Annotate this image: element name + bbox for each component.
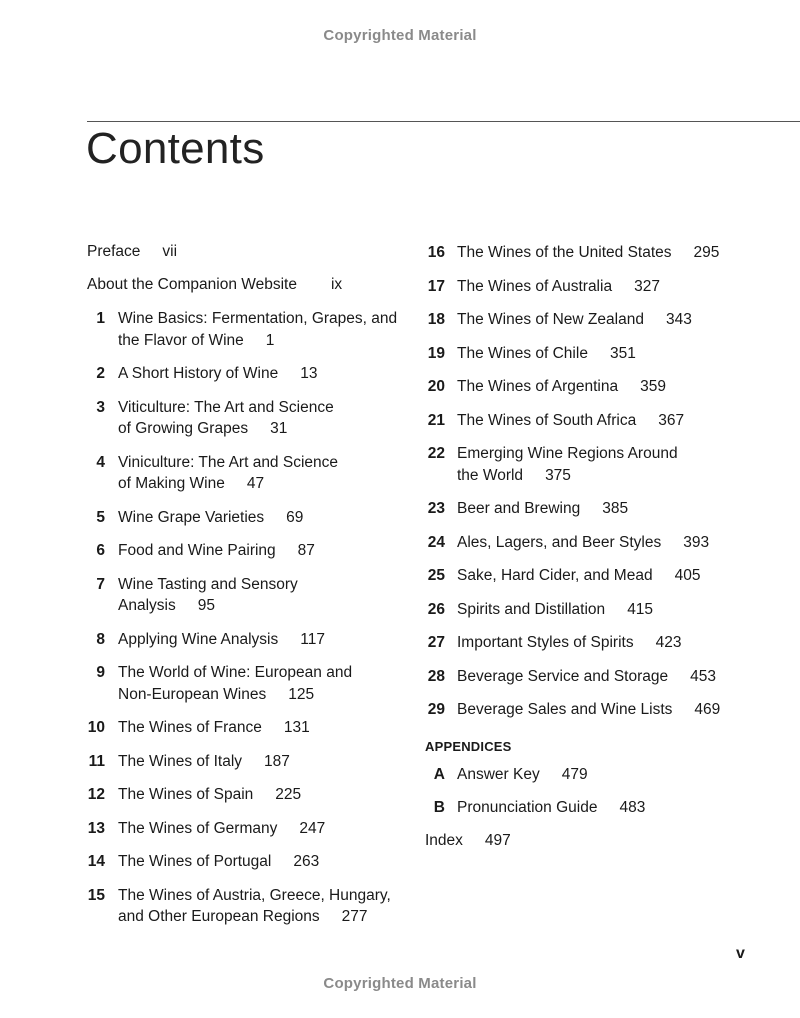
chapter-number: 11 bbox=[88, 752, 105, 770]
chapter-page: 367 bbox=[658, 411, 685, 429]
toc-chapter-entry[interactable] bbox=[425, 599, 800, 621]
chapter-number: B bbox=[433, 799, 445, 816]
chapter-title-line: Important Styles of Spirits bbox=[457, 634, 634, 651]
chapter-title-line: The Wines of the United States bbox=[457, 244, 672, 261]
chapter-title-line: of Growing Grapes bbox=[118, 420, 249, 437]
chapter-title-line: and Other European Regions bbox=[118, 908, 320, 925]
toc-chapter-entry[interactable] bbox=[87, 751, 407, 773]
chapter-title-line: The World of Wine: European and bbox=[118, 664, 353, 681]
chapter-title bbox=[118, 885, 407, 928]
toc-chapter-entry[interactable] bbox=[87, 851, 407, 873]
chapter-title-line: The Wines of Germany bbox=[118, 819, 278, 837]
toc-chapter-entry[interactable] bbox=[87, 363, 407, 385]
chapter-title-line: The Wines of France bbox=[118, 719, 262, 736]
toc-chapter-entry[interactable] bbox=[87, 885, 407, 928]
toc-chapter-entry[interactable] bbox=[87, 308, 407, 351]
chapter-number: A bbox=[433, 765, 445, 783]
chapter-title-line: The Wines of South Africa bbox=[457, 411, 637, 429]
chapter-page: 247 bbox=[299, 819, 326, 837]
chapter-list-left bbox=[87, 308, 407, 928]
toc-chapter-entry[interactable] bbox=[425, 242, 800, 264]
copyright-watermark-bottom: Copyrighted Material bbox=[323, 975, 477, 992]
chapter-title bbox=[457, 565, 800, 587]
chapter-title bbox=[118, 717, 407, 739]
toc-page: 497 bbox=[484, 831, 511, 849]
toc-chapter-entry[interactable] bbox=[425, 276, 800, 298]
chapter-title bbox=[118, 851, 407, 873]
chapter-page: 69 bbox=[286, 508, 304, 526]
chapter-title bbox=[457, 410, 800, 432]
toc-label: Index bbox=[425, 831, 463, 849]
chapter-title bbox=[118, 629, 407, 651]
chapter-title bbox=[457, 443, 800, 486]
toc-chapter-entry[interactable] bbox=[87, 574, 407, 617]
page-number: v bbox=[736, 945, 745, 962]
chapter-page: 453 bbox=[690, 667, 716, 685]
chapter-page: 415 bbox=[627, 600, 654, 618]
chapter-number: 16 bbox=[427, 244, 445, 261]
toc-page: vii bbox=[162, 243, 178, 260]
chapter-number: 23 bbox=[427, 500, 445, 517]
chapter-number: 13 bbox=[87, 819, 105, 837]
chapter-title-line: Beverage Service and Storage bbox=[457, 667, 669, 685]
toc-chapter-entry[interactable] bbox=[87, 397, 407, 440]
toc-chapter-entry[interactable] bbox=[87, 784, 407, 806]
chapter-title bbox=[457, 764, 800, 786]
chapter-title-line: The Wines of Chile bbox=[457, 344, 588, 362]
toc-chapter-entry[interactable] bbox=[425, 632, 800, 654]
toc-chapter-entry[interactable] bbox=[87, 507, 407, 529]
chapter-title-line: The Wines of Portugal bbox=[118, 853, 272, 870]
chapter-title-line: Beverage Sales and Wine Lists bbox=[457, 701, 673, 718]
chapter-number: 7 bbox=[96, 575, 105, 593]
chapter-page: 277 bbox=[341, 908, 368, 925]
toc-chapter-entry[interactable] bbox=[87, 717, 407, 739]
chapter-title bbox=[457, 498, 800, 520]
chapter-number: 6 bbox=[96, 542, 105, 559]
chapter-page: 375 bbox=[545, 466, 571, 484]
chapter-number: 28 bbox=[427, 667, 445, 685]
toc-chapter-entry[interactable] bbox=[425, 410, 800, 432]
chapter-number: 8 bbox=[96, 630, 105, 648]
chapter-number: 25 bbox=[427, 567, 445, 584]
chapter-page: 423 bbox=[655, 634, 682, 651]
chapter-page: 393 bbox=[683, 533, 710, 551]
chapter-page: 483 bbox=[619, 799, 646, 816]
chapter-title bbox=[457, 276, 800, 298]
toc-front-item[interactable] bbox=[87, 275, 407, 308]
chapter-page: 117 bbox=[300, 630, 325, 648]
chapter-title bbox=[118, 540, 407, 562]
chapter-title-line: The Wines of Spain bbox=[118, 786, 254, 803]
chapter-number: 10 bbox=[87, 719, 105, 736]
chapter-title bbox=[118, 363, 407, 385]
toc-label: Preface bbox=[87, 243, 141, 260]
chapter-title bbox=[457, 532, 800, 554]
chapter-title bbox=[457, 343, 800, 365]
toc-chapter-entry[interactable] bbox=[87, 540, 407, 562]
chapter-number: 19 bbox=[427, 344, 445, 362]
chapter-page: 87 bbox=[297, 542, 315, 559]
chapter-page: 187 bbox=[264, 752, 290, 770]
copyright-watermark-top: Copyrighted Material bbox=[323, 27, 477, 44]
chapter-number: 4 bbox=[96, 453, 105, 471]
toc-page: ix bbox=[330, 276, 343, 293]
chapter-page: 327 bbox=[634, 277, 660, 295]
chapter-page: 13 bbox=[300, 365, 318, 382]
chapter-title-line: Analysis bbox=[118, 597, 176, 614]
chapter-title bbox=[457, 376, 800, 398]
toc-chapter-entry[interactable] bbox=[425, 376, 800, 398]
chapter-title-line: Wine Grape Varieties bbox=[118, 508, 265, 526]
chapter-number: 20 bbox=[427, 378, 445, 395]
chapter-title-line: Wine Tasting and Sensory bbox=[118, 575, 298, 593]
chapter-title bbox=[457, 242, 800, 264]
chapter-number: 12 bbox=[87, 786, 105, 803]
chapter-title bbox=[457, 632, 800, 654]
chapter-title bbox=[457, 797, 800, 819]
chapter-title bbox=[457, 309, 800, 331]
toc-right-column bbox=[425, 242, 800, 864]
chapter-page: 469 bbox=[694, 701, 721, 718]
chapter-number: 14 bbox=[87, 853, 105, 870]
toc-chapter-entry[interactable] bbox=[425, 532, 800, 554]
chapter-page: 125 bbox=[288, 685, 315, 703]
toc-chapter-entry[interactable] bbox=[87, 452, 407, 495]
chapter-number: 15 bbox=[87, 886, 105, 904]
chapter-number: 17 bbox=[427, 277, 445, 295]
chapter-number: 26 bbox=[427, 600, 445, 618]
chapter-title-line: Wine Basics: Fermentation, Grapes, and bbox=[118, 310, 398, 327]
toc-label: About the Companion Website bbox=[87, 276, 297, 293]
chapter-title-line: The Wines of New Zealand bbox=[457, 311, 644, 328]
chapter-page: 31 bbox=[270, 420, 288, 437]
chapter-title-line: Non-European Wines bbox=[118, 685, 267, 703]
toc-chapter-entry[interactable] bbox=[425, 797, 800, 819]
page-title: Contents bbox=[86, 124, 265, 173]
chapter-page: 385 bbox=[602, 500, 629, 517]
chapter-page: 295 bbox=[693, 244, 720, 261]
toc-chapter-entry[interactable] bbox=[425, 443, 800, 486]
chapter-title bbox=[118, 751, 407, 773]
chapter-title-line: of Making Wine bbox=[118, 475, 225, 492]
toc-chapter-entry[interactable] bbox=[425, 309, 800, 331]
chapter-title bbox=[118, 452, 407, 495]
chapter-title-line: the World bbox=[457, 466, 524, 484]
chapter-page: 131 bbox=[283, 719, 310, 736]
chapter-page: 405 bbox=[674, 567, 701, 584]
chapter-title bbox=[118, 574, 407, 617]
toc-left-column bbox=[87, 242, 407, 940]
chapter-number: 1 bbox=[96, 310, 105, 327]
toc-index-item[interactable] bbox=[425, 831, 800, 864]
chapter-title bbox=[118, 397, 407, 440]
toc-chapter-entry[interactable] bbox=[87, 629, 407, 651]
chapter-title-line: Viticulture: The Art and Science bbox=[118, 398, 334, 416]
chapter-title-line: Ales, Lagers, and Beer Styles bbox=[457, 533, 662, 551]
toc-chapter-entry[interactable] bbox=[425, 343, 800, 365]
chapter-title-line: The Wines of Italy bbox=[118, 752, 243, 770]
chapter-title bbox=[118, 818, 407, 840]
chapter-number: 22 bbox=[427, 445, 445, 462]
chapter-title bbox=[118, 784, 407, 806]
chapter-number: 27 bbox=[427, 634, 445, 651]
chapter-title-line: Pronunciation Guide bbox=[457, 799, 598, 816]
chapter-title-line: Applying Wine Analysis bbox=[118, 630, 279, 648]
toc-chapter-entry[interactable] bbox=[425, 498, 800, 520]
chapter-title bbox=[118, 662, 407, 705]
chapter-page: 95 bbox=[197, 597, 215, 614]
chapter-page: 351 bbox=[609, 344, 636, 362]
chapter-title-line: Sake, Hard Cider, and Mead bbox=[457, 567, 653, 584]
toc-chapter-entry[interactable] bbox=[425, 764, 800, 786]
chapter-title-line: The Wines of Austria, Greece, Hungary, bbox=[118, 886, 391, 904]
appendix-list bbox=[425, 764, 800, 819]
chapter-title-line: Answer Key bbox=[457, 765, 540, 783]
toc-chapter-entry[interactable] bbox=[87, 662, 407, 705]
chapter-title-line: A Short History of Wine bbox=[118, 365, 279, 382]
chapter-title bbox=[457, 699, 800, 721]
chapter-page: 359 bbox=[640, 378, 666, 395]
chapter-title-line: the Flavor of Wine bbox=[118, 331, 244, 349]
chapter-title-line: Viniculture: The Art and Science bbox=[118, 453, 339, 471]
toc-chapter-entry[interactable] bbox=[425, 666, 800, 688]
chapter-number: 3 bbox=[96, 398, 105, 416]
chapter-number: 9 bbox=[96, 664, 105, 681]
chapter-number: 5 bbox=[96, 508, 105, 526]
chapter-page: 479 bbox=[561, 765, 588, 783]
chapter-number: 21 bbox=[427, 411, 445, 429]
chapter-number: 24 bbox=[427, 533, 445, 551]
chapter-title-line: Emerging Wine Regions Around bbox=[457, 445, 678, 462]
toc-chapter-entry[interactable] bbox=[425, 565, 800, 587]
chapter-number: 2 bbox=[96, 365, 105, 382]
chapter-page: 343 bbox=[665, 311, 692, 328]
chapter-page: 225 bbox=[275, 786, 302, 803]
chapter-page: 47 bbox=[246, 475, 265, 492]
chapter-title-line: Food and Wine Pairing bbox=[118, 542, 276, 559]
chapter-page: 1 bbox=[265, 331, 275, 349]
chapter-title bbox=[457, 599, 800, 621]
appendices-heading: APPENDICES bbox=[425, 738, 512, 754]
title-rule bbox=[87, 121, 800, 122]
toc-chapter-entry[interactable] bbox=[87, 818, 407, 840]
chapter-title bbox=[118, 507, 407, 529]
chapter-list-right bbox=[425, 242, 800, 721]
chapter-number: 18 bbox=[427, 311, 445, 328]
chapter-page: 263 bbox=[293, 853, 320, 870]
chapter-title-line: The Wines of Argentina bbox=[457, 378, 619, 395]
chapter-number: 29 bbox=[427, 701, 445, 718]
toc-front-item[interactable] bbox=[87, 242, 407, 275]
chapter-title bbox=[118, 308, 407, 351]
chapter-title bbox=[457, 666, 800, 688]
toc-chapter-entry[interactable] bbox=[425, 699, 800, 721]
chapter-title-line: Spirits and Distillation bbox=[457, 600, 606, 618]
chapter-title-line: The Wines of Australia bbox=[457, 277, 613, 295]
chapter-title-line: Beer and Brewing bbox=[457, 500, 581, 517]
